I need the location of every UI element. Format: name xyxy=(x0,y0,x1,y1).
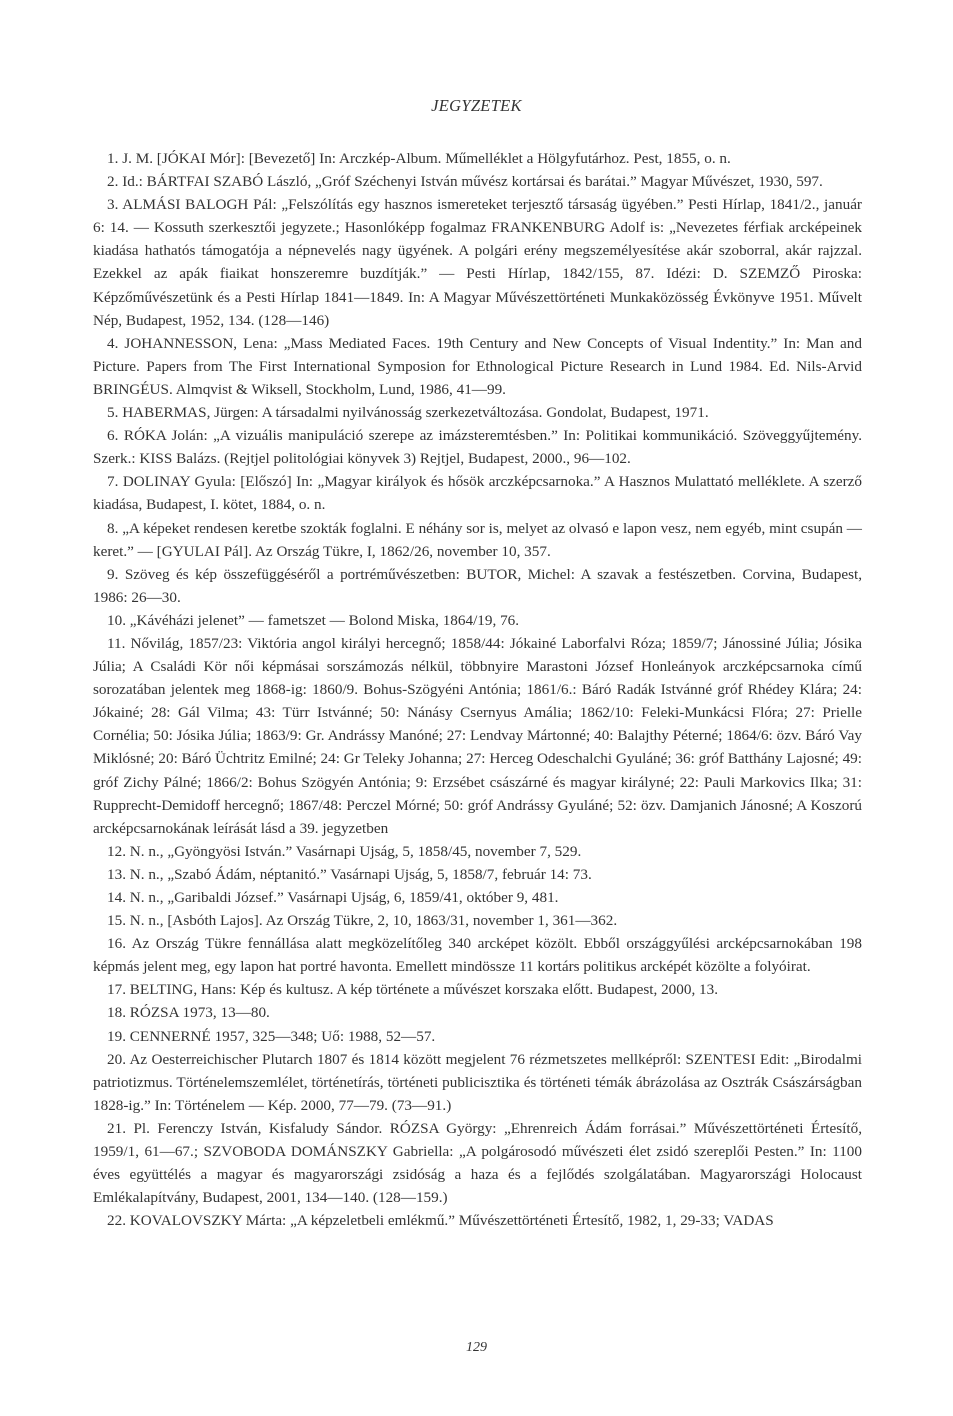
note-19: 19. CENNERNÉ 1957, 325—348; Uő: 1988, 52—57. xyxy=(107,1027,436,1045)
note-2: 2. Id.: BÁRTFAI SZABÓ László, „Gróf Széchenyi István művész kortársai és barátai.” Magyar Művészet, 1930, 597. xyxy=(107,173,823,191)
note-3: 3. ALMÁSI BALOGH Pál: „Felszólítás egy hasznos ismereteket terjesztő társaság ügyében.” Pesti Hírlap, 1841/2., január 6: 14. — Kossuth szerkesztői jegyzete.; Hasonlóképp fogalmaz FRANKENBURG Adolf is: „Nevezetes férfiak arcképeinek kiadása hathatós támogatója a népnevelés nagy ügyének. A polgári erény megszemélyesítése akár szoborral, akár rajzzal. Ezekkel az apák fiaikat honszeremre buzdítják.” — Pesti Hírlap, 1842/155, 87. Idézi: D. SZEMZŐ Piroska: Képzőművészetünk és a Pesti Hírlap 1841—1849. In: A Magyar Művészettörténeti Munkaközösség Évkönyve 1951. Művelt Nép, Budapest, 1952, 134. (128—146) xyxy=(93,196,862,329)
page-number: 129 xyxy=(466,1340,487,1355)
page-heading: JEGYZETEK xyxy=(431,96,522,115)
note-21: 21. Pl. Ferenczy István, Kisfaludy Sándor. RÓZSA György: „Ehrenreich Ádám forrásai.” Művészettörténeti Értesítő, 1959/1, 61—67.; SZVOBODA DOMÁNSZKY Gabriella: „A polgárosodó művészeti élet zsidó szereplői Pesten.” In: 1100 éves együttélés a magyar és magyarországi zsidóság a haza és a fejlődés szolgálatában. Magyarországi Holocaust Emlékalapítvány, Budapest, 2001, 134—140. (128—159.) xyxy=(93,1119,862,1207)
note-10: 10. „Kávéházi jelenet” — fametszet — Bolond Miska, 1864/19, 76. xyxy=(107,611,520,629)
note-16: 16. Az Ország Tükre fennállása alatt megközelítőleg 340 arcképet közölt. Ebből országgyűlési arcképcsarnokában 198 képmás jelent meg, egy lapon hat portré havonta. Emellett mindössze 11 kortárs politikus arcképét közölte a folyóirat. xyxy=(93,935,862,976)
note-17: 17. BELTING, Hans: Kép és kultusz. A kép története a művészet korszaka előtt. Budapest, 2000, 13. xyxy=(107,981,719,999)
notes-list xyxy=(93,147,862,1232)
note-7: 7. DOLINAY Gyula: [Előszó] In: „Magyar királyok és hősök arczképcsarnoka.” A Hasznos Mulattató melléklete. A szerző kiadása, Budapest, I. kötet, 1884, o. n. xyxy=(93,473,862,514)
note-13: 13. N. n., „Szabó Ádám, néptanitó.” Vasárnapi Ujság, 5, 1858/7, február 14: 73. xyxy=(107,865,592,883)
note-12: 12. N. n., „Gyöngyösi István.” Vasárnapi Ujság, 5, 1858/45, november 7, 529. xyxy=(107,842,582,860)
note-8: 8. „A képeket rendesen keretbe szokták foglalni. E néhány sor is, melyet az olvasó e lapon vesz, nem egyéb, mint csupán — keret.” — [GYULAI Pál]. Az Ország Tükre, I, 1862/26, november 10, 357. xyxy=(93,519,862,560)
note-22: 22. KOVALOVSZKY Márta: „A képzeletbeli emlékmű.” Művészettörténeti Értesítő, 1982, 1, 29-33; VADAS xyxy=(107,1212,774,1230)
note-15: 15. N. n., [Asbóth Lajos]. Az Ország Tükre, 2, 10, 1863/31, november 1, 361—362. xyxy=(107,912,618,930)
note-11: 11. Nővilág, 1857/23: Viktória angol királyi hercegnő; 1858/44: Jókainé Laborfalvi Róza; 1859/7; Jánossiné Júlia; Jósika Júlia; A Családi Kör női képmásai sorszámozás nélkül, többnyire Marastoni József Honleányok arczképcsarnoka című sorozatában jelentek meg 1868-ig: 1860/9. Bohus-Szögyéni Antónia; 1861/6.: Báró Radák Istvánné gróf Rhédey Klára; 24: Jókainé; 28: Gál Vilma; 43: Türr Istvánné; 50: Nánásy Csernyus Amália; 1862/10: Feleki-Munkácsi Flóra; 27: Prielle Cornélia; 50: Jósika Júlia; 1863/9: Gr. Andrássy Manóné; 27: Lendvay Mártonné; 40: Balajthy Péterné; 1864/6: özv. Báró Vay Miklósné; 20: Báró Üchtritz Emilné; 24: Gr Teleky Johanna; 27: Herceg Odeschalchi Gyuláné; 36: gróf Batthány Lajosné; 49: gróf Zichy Pálné; 1866/2: Bohus Szögyén Antónia; 9: Erzsébet császárné és magyar királyné; 22: Pauli Markovics Ilka; 31: Rupprecht-Demidoff hercegnő; 1867/48: Perczel Mórné; 50: gróf Andrássy Gyuláné; 52: özv. Damjanich Jánosné; A Koszorú arcképcsarnokának leírását lásd a 39. jegyzetben xyxy=(93,634,862,837)
note-4: 4. JOHANNESSON, Lena: „Mass Mediated Faces. 19th Century and New Concepts of Visual Indentity.” In: Man and Picture. Papers from The First International Symposion for Ethnological Picture Research in Lund 1984. Ed. Nils-Arvid BRINGÉUS. Almqvist & Wiksell, Stockholm, Lund, 1986, 41—99. xyxy=(93,334,862,398)
note-1: 1. J. M. [JÓKAI Mór]: [Bevezető] In: Arczkép-Album. Műmelléklet a Hölgyfutárhoz. Pest, 1855, o. n. xyxy=(107,150,731,167)
note-18: 18. RÓZSA 1973, 13—80. xyxy=(107,1004,270,1022)
note-6: 6. RÓKA Jolán: „A vizuális manipuláció szerepe az imázsteremtésben.” In: Politikai kommunikáció. Szöveggyűjtemény. Szerk.: KISS Balázs. (Rejtjel politológiai könyvek 3) Rejtjel, Budapest, 2000., 96—102. xyxy=(93,427,862,468)
note-9: 9. Szöveg és kép összefüggéséről a portréművészetben: BUTOR, Michel: A szavak a festészetben. Corvina, Budapest, 1986: 26—30. xyxy=(93,565,862,606)
note-5: 5. HABERMAS, Jürgen: A társadalmi nyilvánosság szerkezetváltozása. Gondolat, Budapest, 1971. xyxy=(107,404,709,422)
note-14: 14. N. n., „Garibaldi József.” Vasárnapi Ujság, 6, 1859/41, október 9, 481. xyxy=(107,889,559,906)
note-20: 20. Az Oesterreichischer Plutarch 1807 és 1814 között megjelent 76 rézmetszetes mellképről: SZENTESI Edit: „Birodalmi patriotizmus. Történelemszemlélet, történetírás, történeti publicisztika és történeti témák ábrázolása az Osztrák Császárságban 1828-ig.” In: Történelem — Kép. 2000, 77—79. (73—91.) xyxy=(93,1050,862,1114)
